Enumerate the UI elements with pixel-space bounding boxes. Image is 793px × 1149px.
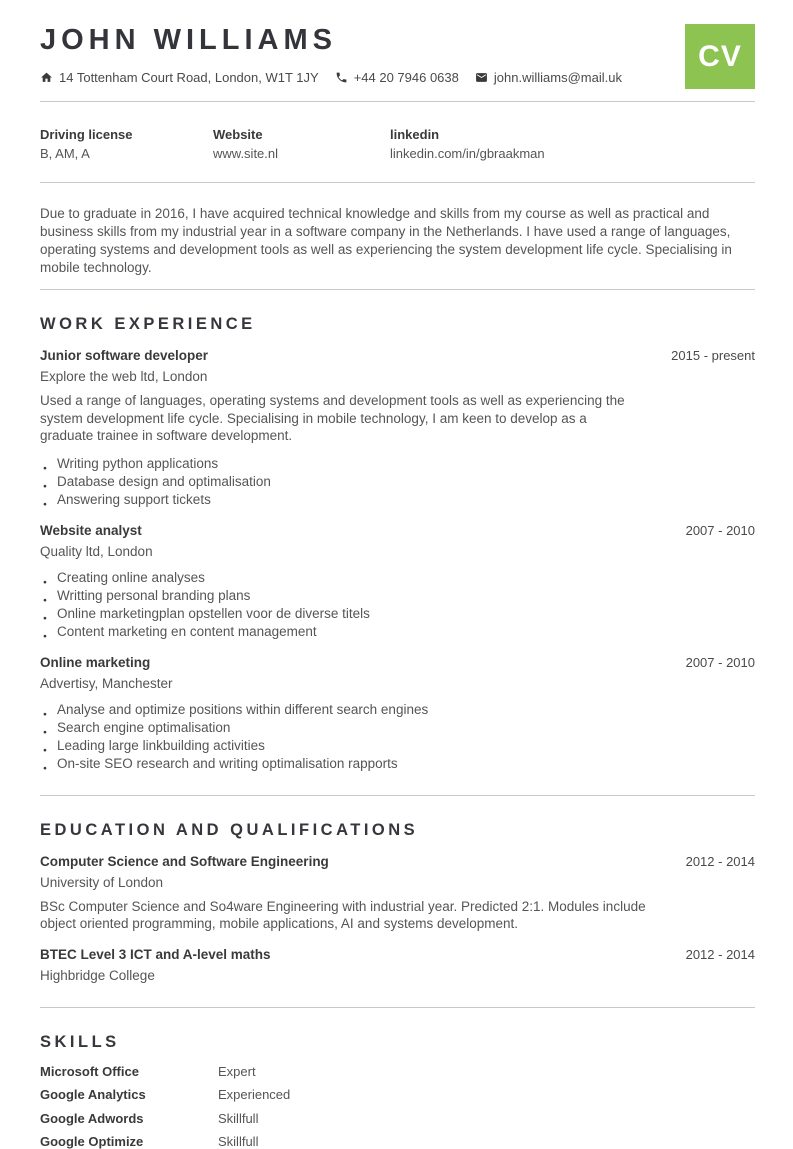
education-period: 2012 - 2014 <box>686 947 755 962</box>
contact-address-text: 14 Tottenham Court Road, London, W1T 1JY <box>59 70 319 85</box>
education-list <box>40 854 755 983</box>
detail-value: www.site.nl <box>213 146 390 161</box>
education-entry <box>40 947 755 983</box>
bullet-item: ● Creating online analyses <box>40 569 755 587</box>
skill-name: Google Adwords <box>40 1111 218 1126</box>
phone-icon <box>335 71 348 84</box>
job-bullets <box>40 701 755 773</box>
detail-item <box>390 127 755 161</box>
work-experience-entry <box>40 655 755 773</box>
detail-label: Website <box>213 127 390 142</box>
section-title-skills: SKILLS <box>40 1033 755 1052</box>
bullet-item: ● Answering support tickets <box>40 491 755 509</box>
education-title: BTEC Level 3 ICT and A-level maths <box>40 947 271 962</box>
education-description: BSc Computer Science and So4ware Engineering with industrial year. Predicted 2:1. Modules include object oriented programming, mobile applications, AI and systems development. <box>40 898 665 933</box>
section-title-work-experience: WORK EXPERIENCE <box>40 315 755 334</box>
section-title-education: EDUCATION AND QUALIFICATIONS <box>40 821 755 840</box>
bullet-item: ● Analyse and optimize positions within different search engines <box>40 701 755 719</box>
job-bullets <box>40 455 755 509</box>
bullet-item: ● Content marketing en content management <box>40 623 755 641</box>
skill-level: Expert <box>218 1064 256 1079</box>
detail-value: linkedin.com/in/gbraakman <box>390 146 755 161</box>
divider <box>40 101 755 102</box>
details-row <box>40 127 755 161</box>
education-school: University of London <box>40 875 755 890</box>
contact-phone-text: +44 20 7946 0638 <box>354 70 459 85</box>
skill-level: Skillfull <box>218 1111 258 1126</box>
job-title: Junior software developer <box>40 348 208 363</box>
detail-item <box>40 127 213 161</box>
job-period: 2015 - present <box>671 348 755 363</box>
work-experience-list <box>40 348 755 773</box>
job-company: Advertisy, Manchester <box>40 676 755 691</box>
detail-value: B, AM, A <box>40 146 213 161</box>
job-description: Used a range of languages, operating systems and development tools as well as experiencing the system development life cycle. Specialising in mobile technology, I am keen to develop as a graduate trainee in software development. <box>40 392 625 445</box>
contact-address <box>40 70 319 85</box>
entry-head <box>40 348 755 363</box>
contact-email <box>475 70 622 85</box>
cv-document-page <box>0 24 793 1146</box>
bullet-item: ● On-site SEO research and writing optimalisation rapports <box>40 755 755 773</box>
divider <box>40 1007 755 1008</box>
job-period: 2007 - 2010 <box>686 523 755 538</box>
cv-badge <box>685 24 755 89</box>
detail-label: Driving license <box>40 127 213 142</box>
entry-head <box>40 854 755 869</box>
job-bullets <box>40 569 755 641</box>
job-period: 2007 - 2010 <box>686 655 755 670</box>
bullet-item: ● Writting personal branding plans <box>40 587 755 605</box>
bullet-item: ● Leading large linkbuilding activities <box>40 737 755 755</box>
contact-email-text: john.williams@mail.uk <box>494 70 622 85</box>
education-entry <box>40 854 755 933</box>
skill-name: Google Optimize <box>40 1134 218 1149</box>
person-name: JOHN WILLIAMS <box>40 24 755 57</box>
work-experience-entry <box>40 523 755 641</box>
job-company: Explore the web ltd, London <box>40 369 755 384</box>
job-title: Website analyst <box>40 523 142 538</box>
bullet-item: ● Database design and optimalisation <box>40 473 755 491</box>
profile-summary: Due to graduate in 2016, I have acquired technical knowledge and skills from my course as well as practical and business skills from my industrial year in a software company in the Netherlands. I have used a range of languages, operating systems and development tools as well as experiencing the system development life cycle. Specialising in mobile technology. <box>40 205 755 277</box>
bullet-item: ● Writing python applications <box>40 455 755 473</box>
skill-level: Skillfull <box>218 1134 258 1149</box>
education-school: Highbridge College <box>40 968 755 983</box>
detail-label: linkedin <box>390 127 755 142</box>
envelope-icon <box>475 71 488 84</box>
job-title: Online marketing <box>40 655 150 670</box>
divider <box>40 289 755 290</box>
bullet-item: ● Online marketingplan opstellen voor de diverse titels <box>40 605 755 623</box>
entry-head <box>40 655 755 670</box>
skill-name: Google Analytics <box>40 1087 218 1102</box>
skill-name: Microsoft Office <box>40 1064 218 1079</box>
divider <box>40 182 755 183</box>
job-company: Quality ltd, London <box>40 544 755 559</box>
home-icon <box>40 71 53 84</box>
cv-badge-label: CV <box>698 40 742 74</box>
skill-row <box>40 1087 755 1102</box>
skills-list <box>40 1064 755 1149</box>
skill-row <box>40 1111 755 1126</box>
contact-row <box>40 70 755 85</box>
entry-head <box>40 947 755 962</box>
skill-row <box>40 1064 755 1079</box>
skill-level: Experienced <box>218 1087 290 1102</box>
skill-row <box>40 1134 755 1149</box>
contact-phone <box>335 70 459 85</box>
entry-head <box>40 523 755 538</box>
work-experience-entry <box>40 348 755 509</box>
education-period: 2012 - 2014 <box>686 854 755 869</box>
divider <box>40 795 755 796</box>
education-title: Computer Science and Software Engineering <box>40 854 329 869</box>
bullet-item: ● Search engine optimalisation <box>40 719 755 737</box>
detail-item <box>213 127 390 161</box>
